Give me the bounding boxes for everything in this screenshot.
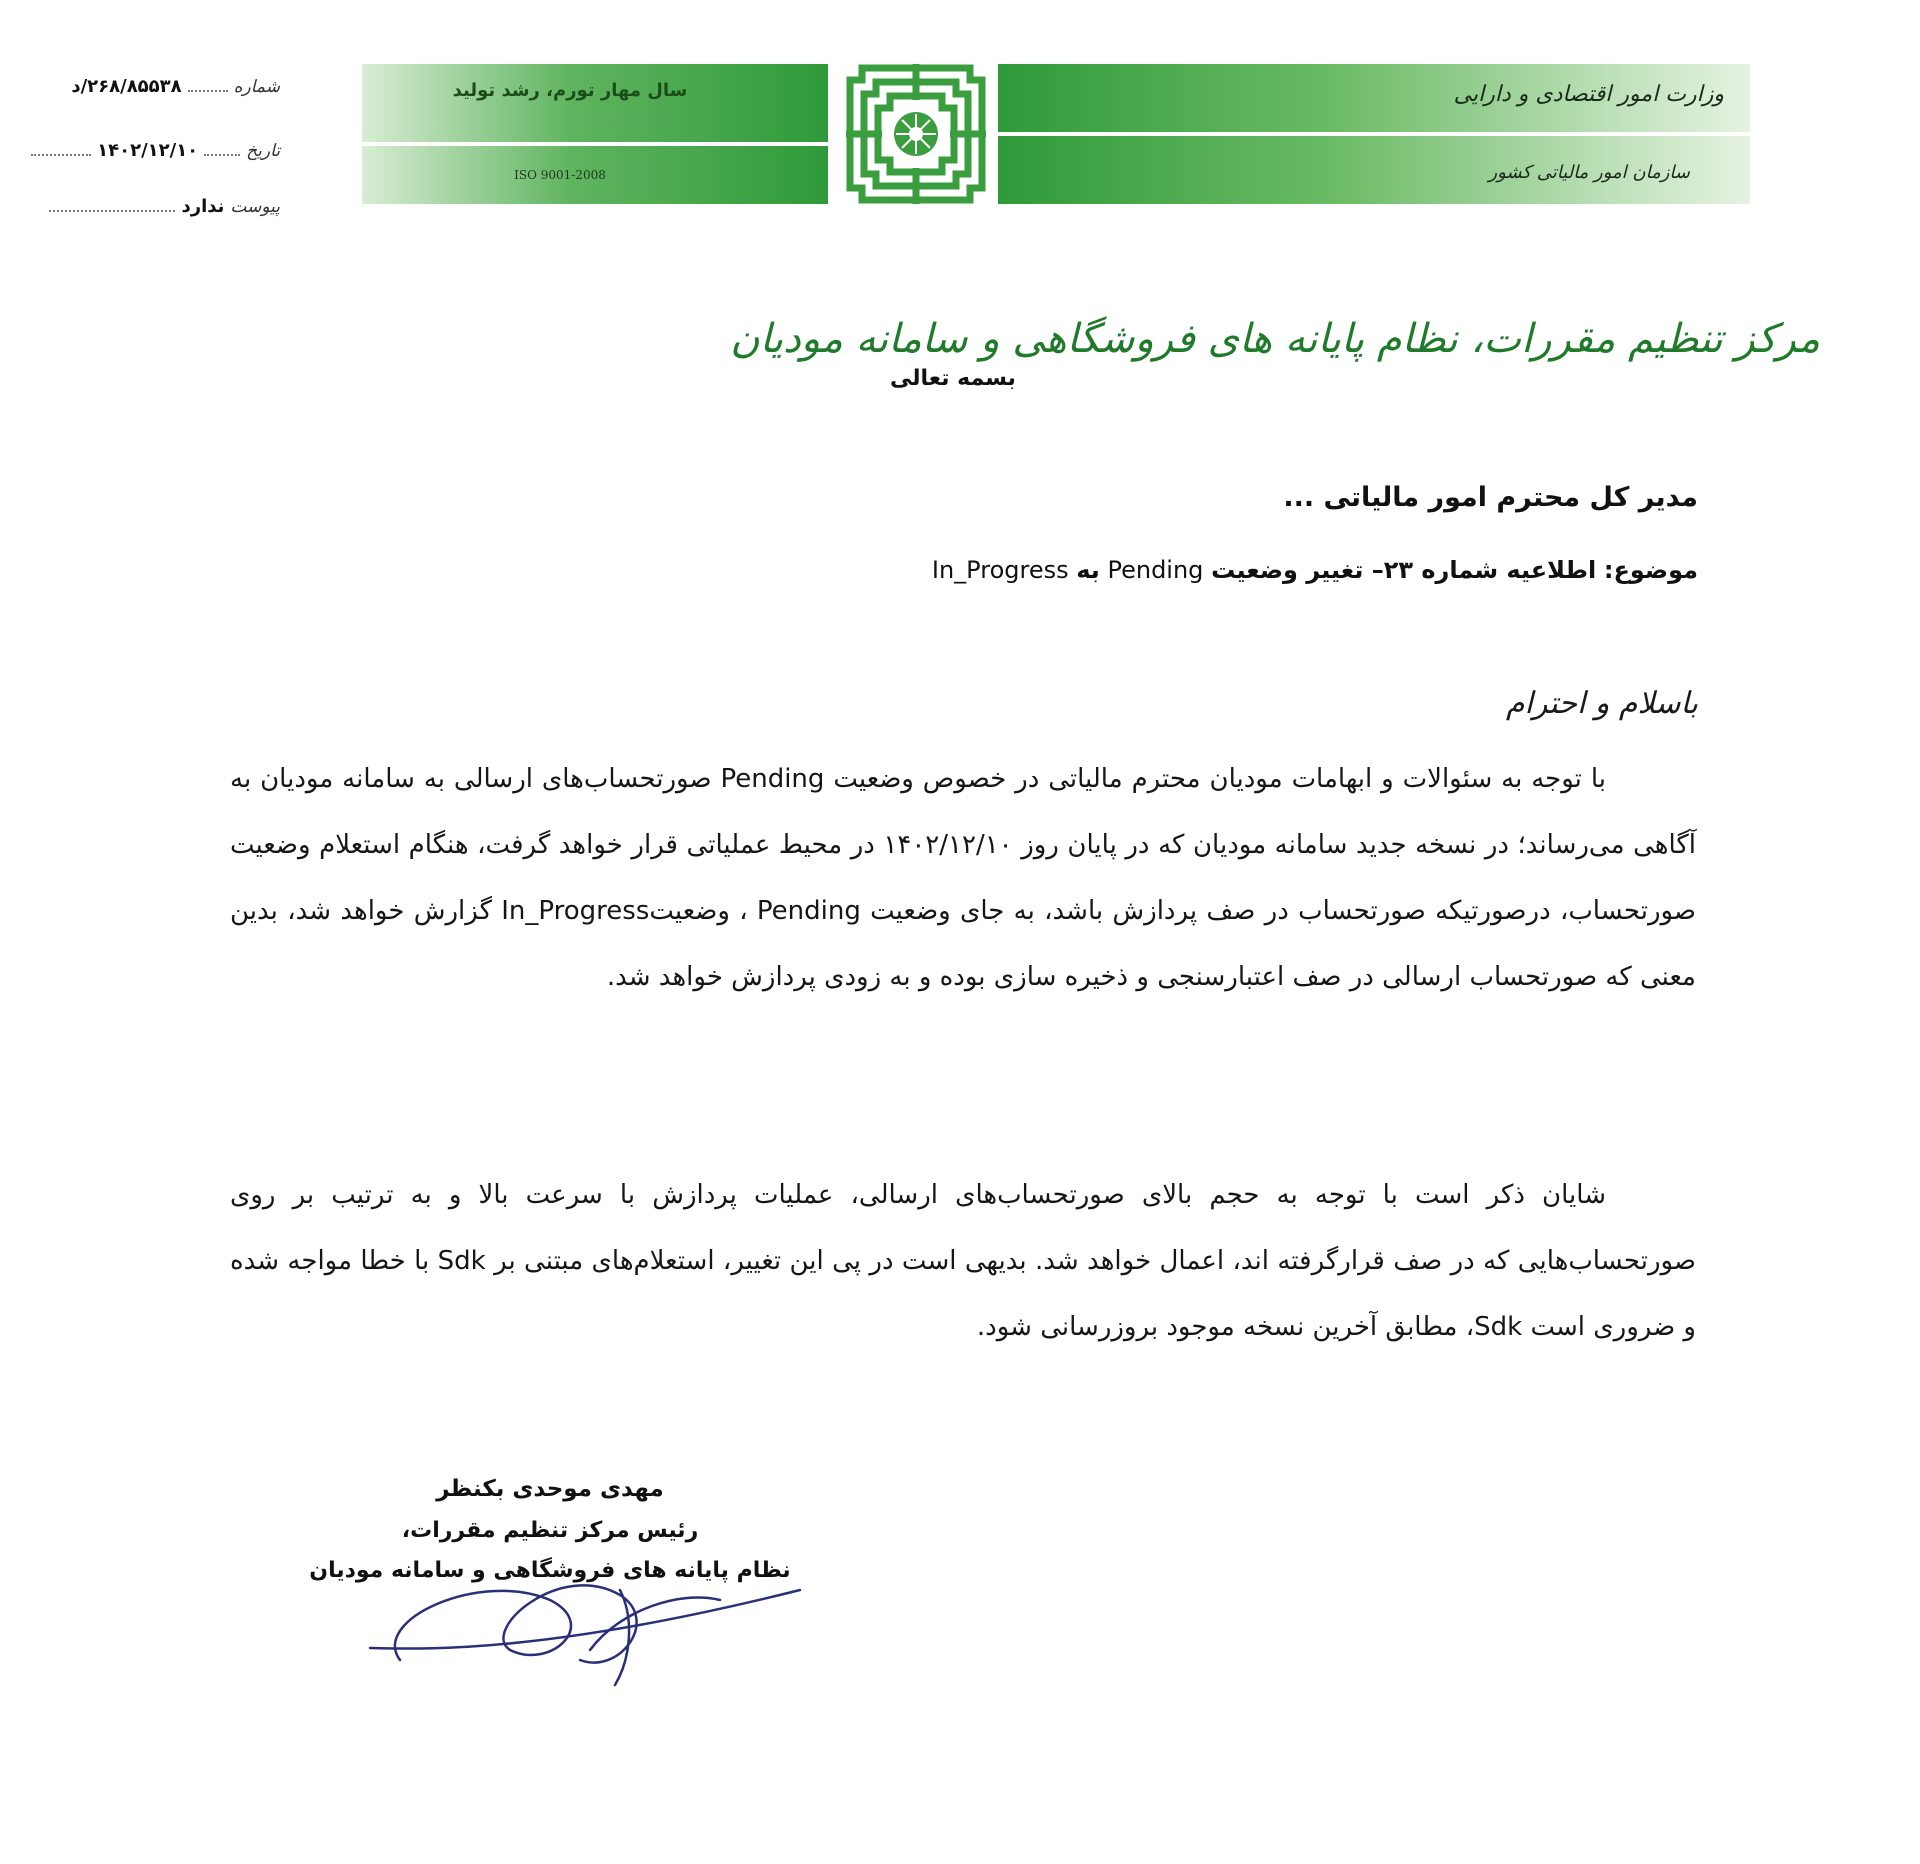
organization-name: سازمان امور مالیاتی کشور xyxy=(1488,162,1690,183)
band-divider-right xyxy=(998,132,1750,136)
attachment-label: پیوست xyxy=(230,197,280,217)
subject-text: اطلاعیه شماره ۲۳– تغییر وضعیت xyxy=(1211,556,1597,584)
letter-date-label: تاریخ xyxy=(246,141,280,161)
addressee: مدیر کل محترم امور مالیاتی ... xyxy=(1283,482,1698,513)
letter-number-row xyxy=(71,76,280,97)
tax-organization-emblem-icon xyxy=(842,60,990,208)
attachment-value: ندارد xyxy=(181,196,225,217)
year-slogan: سال مهار تورم، رشد تولید xyxy=(452,80,688,101)
body-paragraph: شایان ذکر است با توجه به حجم بالای صورتحساب‌های ارسالی، عملیات پردازش با سرعت بالا و به ترتیب بر روی صورتحساب‌هایی که در صف قرارگرفته اند، اعمال خواهد شد. بدیهی است در پی این تغییر، استعلام‌های مبتنی بر Sdk با خطا مواجه شده و ضروری است Sdk، مطابق آخرین نسخه موجود بروزرسانی شود. xyxy=(230,1180,1697,1342)
department-title: مرکز تنظیم مقررات، نظام پایانه های فروشگاهی و سامانه مودیان xyxy=(730,316,1820,362)
letter-number-value: ۲۶۸/۸۵۵۳۸/د xyxy=(71,76,182,97)
subject-to-status: In_Progress xyxy=(931,556,1069,584)
signer-name: مهدی موحدی بکنظر xyxy=(436,1476,664,1502)
signer-organization: نظام پایانه های فروشگاهی و سامانه مودیان xyxy=(309,1558,791,1583)
letter-date-value: ۱۴۰۲/۱۲/۱۰ xyxy=(97,140,199,161)
letter-date-row xyxy=(31,140,280,161)
iso-certification: ISO 9001-2008 xyxy=(514,168,606,182)
dotted-leader xyxy=(31,154,91,156)
signer-title: رئیس مرکز تنظیم مقررات، xyxy=(401,1518,699,1543)
band-divider-left xyxy=(362,142,828,146)
ministry-name: وزارت امور اقتصادی و دارایی xyxy=(1453,82,1724,107)
dotted-leader xyxy=(188,90,228,92)
subject-line xyxy=(932,556,1698,584)
basmala: بسمه تعالی xyxy=(890,366,1016,391)
letter-number-label: شماره xyxy=(233,77,280,97)
subject-connector: به xyxy=(1076,556,1100,584)
greeting: باسلام و احترام xyxy=(1505,686,1698,721)
dotted-leader xyxy=(49,210,175,212)
subject-from-status: Pending xyxy=(1107,556,1204,584)
attachment-row xyxy=(49,196,280,217)
dotted-leader xyxy=(204,154,240,156)
body-paragraph: با توجه به سئوالات و ابهامات مودیان محترم مالیاتی در خصوص وضعیت Pending صورتحساب‌های ارسالی به سامانه مودیان به آگاهی می‌رساند؛ در نسخه جدید سامانه مودیان که در پایان روز ۱۴۰۲/۱۲/۱۰ در محیط عملیاتی قرار خواهد گرفت، هنگام استعلام وضعیت صورتحساب، درصورتیکه صورتحساب در صف پردازش باشد، به جای وضعیت Pending ، وضعیتIn_Progress گزارش خواهد شد، بدین معنی که صورتحساب ارسالی در صف اعتبارسنجی و ذخیره سازی بوده و به زودی پردازش خواهد شد. xyxy=(230,764,1697,992)
subject-label: موضوع: xyxy=(1603,556,1698,584)
